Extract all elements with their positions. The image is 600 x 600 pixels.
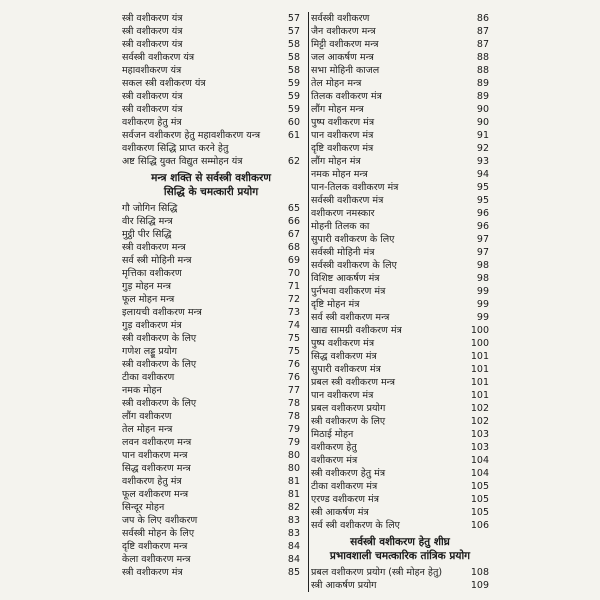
toc-entry bbox=[120, 129, 302, 142]
entry-page-number: 102 bbox=[470, 416, 489, 427]
entry-title: विशिष्ट आकर्षण मंत्र bbox=[311, 273, 380, 284]
entry-title: गुड़ वशीकरण मंत्र bbox=[122, 320, 182, 331]
entry-page-number: 94 bbox=[476, 169, 489, 180]
entry-page-number: 91 bbox=[476, 130, 489, 141]
entry-page-number: 76 bbox=[287, 372, 300, 383]
toc-entry bbox=[120, 371, 302, 384]
entry-page-number: 103 bbox=[470, 429, 489, 440]
entry-title: पान वशीकरण मन्त्र bbox=[122, 450, 188, 461]
toc-entry bbox=[309, 116, 491, 129]
entry-title: पान वशीकरण मंत्र bbox=[311, 390, 374, 401]
toc-entry bbox=[309, 129, 491, 142]
toc-entry bbox=[309, 246, 491, 259]
toc-entry bbox=[120, 215, 302, 228]
entry-title: वशीकरण हेतु मंत्र bbox=[122, 117, 182, 128]
toc-entry bbox=[120, 332, 302, 345]
toc-entry bbox=[309, 194, 491, 207]
toc-entry bbox=[309, 272, 491, 285]
entry-title: सिद्ध वशीकरण मंत्र bbox=[311, 351, 377, 362]
toc-entry bbox=[309, 181, 491, 194]
entry-page-number: 86 bbox=[476, 13, 489, 24]
entry-title: लौंग मोहन मंत्र bbox=[311, 156, 361, 167]
entry-title: सर्वस्त्री वशीकरण के लिए bbox=[311, 260, 397, 271]
toc-right-group-2 bbox=[309, 566, 491, 592]
toc-left-column bbox=[120, 12, 302, 579]
entry-title: अष्ट सिद्धि युक्त विद्युत सम्मोहन यंत्र bbox=[122, 156, 243, 167]
entry-title: स्त्री वशीकरण के लिए bbox=[122, 333, 197, 344]
entry-title: सर्वस्त्री मोहन के लिए bbox=[122, 528, 195, 539]
entry-page-number: 58 bbox=[287, 52, 300, 63]
toc-entry bbox=[120, 319, 302, 332]
entry-page-number: 100 bbox=[470, 338, 489, 349]
entry-page-number: 68 bbox=[287, 242, 300, 253]
toc-entry bbox=[309, 480, 491, 493]
entry-page-number: 89 bbox=[476, 78, 489, 89]
entry-title: खाद्य सामग्री वशीकरण मंत्र bbox=[311, 325, 402, 336]
entry-page-number: 57 bbox=[287, 13, 300, 24]
entry-title: सिन्दूर मोहन bbox=[122, 502, 165, 513]
entry-title: मिठाई मोहन bbox=[311, 429, 354, 440]
toc-entry bbox=[120, 12, 302, 25]
toc-entry bbox=[120, 449, 302, 462]
entry-page-number: 81 bbox=[287, 489, 300, 500]
toc-entry bbox=[309, 259, 491, 272]
entry-page-number: 101 bbox=[470, 390, 489, 401]
entry-title: लौंग मोहन मन्त्र bbox=[311, 104, 364, 115]
entry-page-number: 88 bbox=[476, 52, 489, 63]
entry-title: तेल मोहन मन्त्र bbox=[311, 78, 362, 89]
entry-title: महावशीकरण यंत्र bbox=[122, 65, 182, 76]
entry-title: फूल वशीकरण मन्त्र bbox=[122, 489, 189, 500]
toc-entry bbox=[120, 514, 302, 527]
toc-right-column bbox=[308, 12, 491, 592]
entry-page-number: 97 bbox=[476, 234, 489, 245]
section-heading-line-2: सिद्धि के चमत्कारी प्रयोग bbox=[163, 186, 259, 198]
entry-page-number: 59 bbox=[287, 104, 300, 115]
toc-entry bbox=[309, 493, 491, 506]
entry-page-number: 70 bbox=[287, 268, 300, 279]
entry-title: गणेश लड्डू प्रयोग bbox=[122, 346, 178, 357]
entry-title: वशीकरण मंत्र bbox=[311, 455, 358, 466]
entry-title: प्रबल वशीकरण प्रयोग bbox=[311, 403, 386, 414]
entry-title: सभा मोहिनी काजल bbox=[311, 65, 380, 76]
toc-entry bbox=[309, 376, 491, 389]
toc-entry bbox=[120, 90, 302, 103]
toc-entry bbox=[309, 233, 491, 246]
toc-entry bbox=[120, 142, 302, 155]
entry-title: सर्व स्त्री वशीकरण मन्त्र bbox=[311, 312, 390, 323]
entry-title: स्त्री वशीकरण मन्त्र bbox=[122, 242, 186, 253]
toc-entry bbox=[120, 241, 302, 254]
toc-left-group-1 bbox=[120, 12, 302, 168]
toc-entry bbox=[309, 51, 491, 64]
entry-page-number: 104 bbox=[470, 468, 489, 479]
toc-entry bbox=[120, 345, 302, 358]
entry-page-number: 90 bbox=[476, 117, 489, 128]
entry-page-number: 96 bbox=[476, 221, 489, 232]
toc-entry bbox=[309, 285, 491, 298]
entry-page-number: 89 bbox=[476, 91, 489, 102]
toc-entry bbox=[309, 324, 491, 337]
toc-entry bbox=[120, 64, 302, 77]
toc-entry bbox=[120, 540, 302, 553]
toc-entry bbox=[309, 337, 491, 350]
entry-title: गौ जोगिन सिद्धि bbox=[122, 203, 178, 214]
toc-entry bbox=[309, 207, 491, 220]
toc-entry bbox=[309, 579, 491, 592]
entry-page-number: 84 bbox=[287, 554, 300, 565]
entry-title: जप के लिए वशीकरण bbox=[122, 515, 198, 526]
entry-page-number: 83 bbox=[287, 515, 300, 526]
entry-title: मुट्ठी पीर सिद्धि bbox=[122, 229, 172, 240]
entry-title: नमक मोहन मन्त्र bbox=[311, 169, 368, 180]
toc-entry bbox=[120, 51, 302, 64]
entry-title: सर्वस्त्री वशीकरण मंत्र bbox=[311, 195, 384, 206]
section-heading-line-2: प्रभावशाली चमत्कारिक तांत्रिक प्रयोग bbox=[329, 550, 471, 562]
toc-entry bbox=[309, 168, 491, 181]
toc-entry bbox=[309, 142, 491, 155]
entry-page-number: 99 bbox=[476, 299, 489, 310]
toc-entry bbox=[120, 488, 302, 501]
toc-entry bbox=[309, 402, 491, 415]
section-heading bbox=[120, 171, 302, 199]
entry-title: वशीकरण हेतु मंत्र bbox=[122, 476, 182, 487]
entry-page-number: 98 bbox=[476, 260, 489, 271]
entry-page-number: 95 bbox=[476, 182, 489, 193]
toc-entry bbox=[120, 202, 302, 215]
entry-page-number: 105 bbox=[470, 507, 489, 518]
toc-entry bbox=[120, 410, 302, 423]
entry-page-number: 93 bbox=[476, 156, 489, 167]
entry-title: गुड़ मोहन मन्त्र bbox=[122, 281, 171, 292]
toc-entry bbox=[309, 298, 491, 311]
entry-page-number: 88 bbox=[476, 65, 489, 76]
entry-title: पुष्प वशीकरण मंत्र bbox=[311, 338, 375, 349]
entry-title: फूल मोहन मन्त्र bbox=[122, 294, 175, 305]
entry-title: स्त्री वशीकरण के लिए bbox=[122, 398, 197, 409]
entry-title: पान-तिलक वशीकरण मंत्र bbox=[311, 182, 399, 193]
entry-page-number: 83 bbox=[287, 528, 300, 539]
toc-entry bbox=[309, 363, 491, 376]
entry-title: दृष्टि मोहन मंत्र bbox=[311, 299, 360, 310]
entry-page-number: 59 bbox=[287, 78, 300, 89]
entry-page-number: 72 bbox=[287, 294, 300, 305]
entry-page-number: 60 bbox=[287, 117, 300, 128]
entry-page-number: 79 bbox=[287, 424, 300, 435]
entry-page-number: 66 bbox=[287, 216, 300, 227]
entry-title: सर्वजन वशीकरण हेतु महावशीकरण यन्त्र bbox=[122, 130, 261, 141]
toc-entry bbox=[120, 553, 302, 566]
entry-title: स्त्री वशीकरण यंत्र bbox=[122, 26, 183, 37]
entry-title: सर्वस्त्री वशीकरण bbox=[311, 13, 370, 24]
toc-entry bbox=[120, 155, 302, 168]
toc-entry bbox=[309, 12, 491, 25]
entry-title: इलायची वशीकरण मन्त्र bbox=[122, 307, 202, 318]
entry-title: स्त्री वशीकरण यंत्र bbox=[122, 104, 183, 115]
toc-entry bbox=[120, 501, 302, 514]
toc-entry bbox=[309, 311, 491, 324]
entry-title: स्त्री वशीकरण यंत्र bbox=[122, 39, 183, 50]
entry-title: वशीकरण हेतु bbox=[311, 442, 357, 453]
entry-title: मृत्तिका वशीकरण bbox=[122, 268, 182, 279]
toc-entry bbox=[120, 566, 302, 579]
entry-title: दृष्टि वशीकरण मन्त्र bbox=[122, 541, 188, 552]
entry-title: प्रबल वशीकरण प्रयोग (स्त्री मोहन हेतु) bbox=[311, 567, 443, 578]
entry-page-number: 97 bbox=[476, 247, 489, 258]
entry-title: सुपारी वशीकरण मंत्र bbox=[311, 364, 381, 375]
toc-entry bbox=[309, 64, 491, 77]
entry-title: सिद्ध वशीकरण मन्त्र bbox=[122, 463, 191, 474]
toc-entry bbox=[120, 358, 302, 371]
toc-entry bbox=[120, 462, 302, 475]
entry-page-number: 82 bbox=[287, 502, 300, 513]
entry-title: सकल स्त्री वशीकरण यंत्र bbox=[122, 78, 206, 89]
toc-entry bbox=[120, 77, 302, 90]
entry-title: स्त्री वशीकरण के लिए bbox=[311, 416, 386, 427]
entry-title: स्त्री वशीकरण यंत्र bbox=[122, 13, 183, 24]
entry-title: स्त्री वशीकरण यंत्र bbox=[122, 91, 183, 102]
toc-entry bbox=[309, 350, 491, 363]
entry-title: लौंग वशीकरण bbox=[122, 411, 172, 422]
entry-page-number: 80 bbox=[287, 463, 300, 474]
entry-page-number: 57 bbox=[287, 26, 300, 37]
entry-title: सर्व स्त्री मोहिनी मन्त्र bbox=[122, 255, 192, 266]
entry-title: जैन वशीकरण मन्त्र bbox=[311, 26, 376, 37]
toc-entry bbox=[120, 25, 302, 38]
toc-entry bbox=[309, 454, 491, 467]
entry-title: टीका वशीकरण मंत्र bbox=[311, 481, 378, 492]
entry-page-number: 102 bbox=[470, 403, 489, 414]
section-heading-line-1: सर्वस्त्री वशीकरण हेतु शीघ्र bbox=[350, 536, 450, 548]
entry-page-number: 59 bbox=[287, 91, 300, 102]
toc-left-group-2 bbox=[120, 202, 302, 579]
toc-entry bbox=[309, 77, 491, 90]
toc-entry bbox=[120, 116, 302, 129]
toc-entry bbox=[309, 506, 491, 519]
entry-title: तेल मोहन मन्त्र bbox=[122, 424, 173, 435]
toc-entry bbox=[309, 90, 491, 103]
toc-entry bbox=[309, 519, 491, 532]
toc-entry bbox=[309, 467, 491, 480]
entry-title: सुपारी वशीकरण के लिए bbox=[311, 234, 395, 245]
toc-entry bbox=[309, 103, 491, 116]
entry-page-number: 58 bbox=[287, 39, 300, 50]
entry-title: लवन वशीकरण मन्त्र bbox=[122, 437, 192, 448]
entry-title: प्रबल स्त्री वशीकरण मन्त्र bbox=[311, 377, 395, 388]
entry-page-number: 69 bbox=[287, 255, 300, 266]
entry-title: स्त्री आकर्षण प्रयोग bbox=[311, 580, 377, 591]
entry-page-number: 85 bbox=[287, 567, 300, 578]
entry-page-number: 79 bbox=[287, 437, 300, 448]
toc-entry bbox=[309, 220, 491, 233]
entry-page-number: 81 bbox=[287, 476, 300, 487]
toc-entry bbox=[120, 228, 302, 241]
entry-title: वीर सिद्धि मन्त्र bbox=[122, 216, 173, 227]
toc-entry bbox=[120, 254, 302, 267]
entry-page-number: 71 bbox=[287, 281, 300, 292]
toc-entry bbox=[120, 423, 302, 436]
entry-page-number: 78 bbox=[287, 411, 300, 422]
entry-page-number: 87 bbox=[476, 39, 489, 50]
entry-title: दृष्टि वशीकरण मंत्र bbox=[311, 143, 374, 154]
entry-title: स्त्री वशीकरण मंत्र bbox=[122, 567, 183, 578]
entry-page-number: 106 bbox=[470, 520, 489, 531]
toc-entry bbox=[309, 25, 491, 38]
toc-entry bbox=[120, 38, 302, 51]
entry-title: पुष्प वशीकरण मंत्र bbox=[311, 117, 375, 128]
entry-title: टीका वशीकरण bbox=[122, 372, 175, 383]
section-heading bbox=[309, 535, 491, 563]
entry-page-number: 75 bbox=[287, 346, 300, 357]
entry-page-number: 99 bbox=[476, 312, 489, 323]
entry-page-number: 100 bbox=[470, 325, 489, 336]
toc-entry bbox=[120, 384, 302, 397]
entry-title: एरण्ड वशीकरण मंत्र bbox=[311, 494, 379, 505]
entry-title: वशीकरण नमस्कार bbox=[311, 208, 375, 219]
toc-entry bbox=[120, 293, 302, 306]
entry-page-number: 74 bbox=[287, 320, 300, 331]
entry-title: तिलक वशीकरण मंत्र bbox=[311, 91, 382, 102]
entry-page-number: 109 bbox=[470, 580, 489, 591]
entry-title: केला वशीकरण मन्त्र bbox=[122, 554, 191, 565]
entry-page-number: 105 bbox=[470, 481, 489, 492]
entry-page-number: 58 bbox=[287, 65, 300, 76]
entry-page-number: 76 bbox=[287, 359, 300, 370]
entry-title: पान वशीकरण मंत्र bbox=[311, 130, 374, 141]
entry-page-number: 87 bbox=[476, 26, 489, 37]
entry-page-number: 77 bbox=[287, 385, 300, 396]
toc-entry bbox=[120, 306, 302, 319]
entry-page-number: 95 bbox=[476, 195, 489, 206]
entry-page-number: 80 bbox=[287, 450, 300, 461]
entry-title: पुर्नभवा वशीकरण मंत्र bbox=[311, 286, 386, 297]
entry-page-number: 92 bbox=[476, 143, 489, 154]
entry-page-number: 67 bbox=[287, 229, 300, 240]
entry-page-number: 75 bbox=[287, 333, 300, 344]
toc-entry bbox=[120, 103, 302, 116]
toc-entry bbox=[309, 415, 491, 428]
entry-page-number: 103 bbox=[470, 442, 489, 453]
entry-page-number: 61 bbox=[287, 130, 300, 141]
toc-entry bbox=[309, 441, 491, 454]
entry-page-number: 98 bbox=[476, 273, 489, 284]
toc-entry bbox=[309, 428, 491, 441]
entry-title: वशीकरण सिद्धि प्राप्त करने हेतु bbox=[122, 143, 229, 154]
entry-page-number: 101 bbox=[470, 364, 489, 375]
toc-entry bbox=[309, 155, 491, 168]
entry-page-number: 62 bbox=[287, 156, 300, 167]
entry-title: सर्वस्त्री वशीकरण यंत्र bbox=[122, 52, 195, 63]
entry-title: सर्व स्त्री वशीकरण के लिए bbox=[311, 520, 400, 531]
entry-title: स्त्री वशीकरण के लिए bbox=[122, 359, 197, 370]
entry-page-number: 84 bbox=[287, 541, 300, 552]
entry-title: जल आकर्षण मन्त्र bbox=[311, 52, 374, 63]
toc-entry bbox=[120, 267, 302, 280]
entry-title: मोहनी तिलक का bbox=[311, 221, 370, 232]
toc-entry bbox=[120, 436, 302, 449]
entry-page-number: 104 bbox=[470, 455, 489, 466]
toc-entry bbox=[120, 475, 302, 488]
entry-page-number: 101 bbox=[470, 351, 489, 362]
entry-page-number: 96 bbox=[476, 208, 489, 219]
toc-entry bbox=[120, 527, 302, 540]
entry-title: नमक मोहन bbox=[122, 385, 162, 396]
toc-entry bbox=[120, 397, 302, 410]
entry-title: मिट्टी वशीकरण मन्त्र bbox=[311, 39, 379, 50]
entry-title: सर्वस्त्री मोहिनी मंत्र bbox=[311, 247, 375, 258]
entry-title: स्त्री आकर्षण मंत्र bbox=[311, 507, 369, 518]
toc-entry bbox=[309, 389, 491, 402]
entry-page-number: 73 bbox=[287, 307, 300, 318]
toc-entry bbox=[309, 38, 491, 51]
entry-page-number: 78 bbox=[287, 398, 300, 409]
toc-entry bbox=[120, 280, 302, 293]
entry-page-number: 105 bbox=[470, 494, 489, 505]
entry-title: स्त्री वशीकरण हेतु मंत्र bbox=[311, 468, 386, 479]
entry-page-number: 90 bbox=[476, 104, 489, 115]
entry-page-number: 101 bbox=[470, 377, 489, 388]
toc-entry bbox=[309, 566, 491, 579]
entry-page-number: 65 bbox=[287, 203, 300, 214]
entry-page-number: 108 bbox=[470, 567, 489, 578]
entry-page-number: 99 bbox=[476, 286, 489, 297]
toc-right-group-1 bbox=[309, 12, 491, 532]
section-heading-line-1: मन्त्र शक्ति से सर्वस्त्री वशीकरण bbox=[151, 172, 271, 184]
